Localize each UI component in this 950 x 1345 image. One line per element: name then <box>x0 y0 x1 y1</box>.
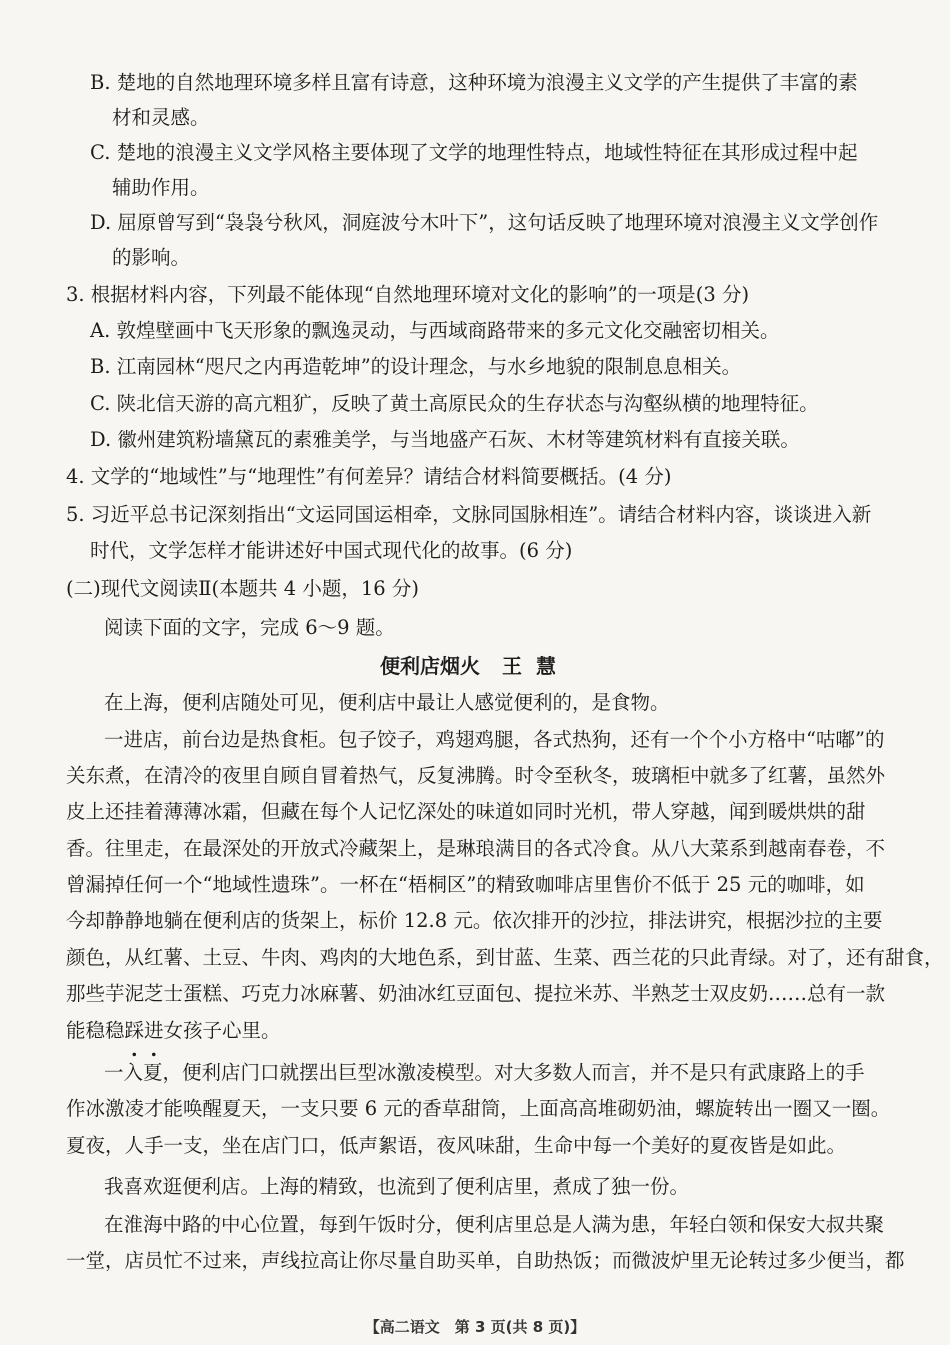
paragraph-2-line: 香。往里走，在最深处的开放式冷藏架上，是琳琅满目的各式冷食。从八大菜系到越南春卷，不 <box>66 837 886 860</box>
article-title-text: 便利店烟火 <box>380 654 480 678</box>
paragraph-3-line: 作冰激凌才能唤醒夏天，一支只要 6 元的香草甜筒，上面高高堆砌奶油，螺旋转出一圈又一圈。 <box>66 1097 891 1120</box>
paragraph-2-last-line <box>66 1016 281 1046</box>
reading-instruction: 阅读下面的文字，完成 6～9 题。 <box>104 616 395 639</box>
q5-line2: 时代，文学怎样才能讲述好中国式现代化的故事。(6 分) <box>90 539 573 562</box>
paragraph-2-line: 颜色，从红薯、土豆、牛肉、鸡肉的大地色系，到甘蓝、生菜、西兰花的只此青绿。对了，还有甜食， <box>66 946 944 969</box>
q2-option-c-line2: 辅助作用。 <box>112 176 210 199</box>
q2-option-b-line1: B. 楚地的自然地理环境多样且富有诗意，这种环境为浪漫主义文学的产生提供了丰富的素 <box>90 71 858 94</box>
q3-option-b: B. 江南园林“咫尺之内再造乾坤”的设计理念，与水乡地貌的限制息息相关。 <box>90 355 742 378</box>
emphasized-character: 进 <box>144 1019 164 1042</box>
paragraph-1: 在上海，便利店随处可见，便利店中最让人感觉便利的，是食物。 <box>104 691 670 714</box>
q2-option-d-line1: D. 屈原曾写到“袅袅兮秋风，洞庭波兮木叶下”，这句话反映了地理环境对浪漫主义文学创作 <box>90 211 879 234</box>
paragraph-2-line: 皮上还挂着薄薄冰霜，但藏在每个人记忆深处的味道如同时光机，带人穿越，闻到暖烘烘的甜 <box>66 800 866 823</box>
q3-option-a: A. 敦煌壁画中飞天形象的飘逸灵动，与西域商路带来的多元文化交融密切相关。 <box>90 319 780 342</box>
q4-text: 4. 文学的“地域性”与“地理性”有何差异？请结合材料简要概括。(4 分) <box>66 465 672 488</box>
section-heading: (二)现代文阅读Ⅱ(本题共 4 小题，16 分) <box>66 577 419 600</box>
paragraph-2-line: 曾漏掉任何一个“地域性遗珠”。一杯在“梧桐区”的精致咖啡店里售价不低于 25 元的咖啡，如 <box>66 873 865 896</box>
paragraph-3-line: 一入夏，便利店门口就摆出巨型冰激凌模型。对大多数人而言，并不是只有武康路上的手 <box>104 1061 865 1084</box>
paragraph-5-line: 在淮海中路的中心位置，每到午饭时分，便利店里总是人满为患，年轻白领和保安大叔共聚 <box>104 1213 885 1236</box>
paragraph-3-line: 夏夜，人手一支，坐在店门口，低声絮语，夜风味甜，生命中每一个美好的夏夜皆是如此。 <box>66 1134 847 1157</box>
q2-option-c-line1: C. 楚地的浪漫主义文学风格主要体现了文学的地理性特点，地域性特征在其形成过程中起 <box>90 141 858 164</box>
text-segment: 女孩子心里。 <box>163 1019 281 1042</box>
q3-option-c: C. 陕北信天游的高亢粗犷，反映了黄土高原民众的生存状态与沟壑纵横的地理特征。 <box>90 392 819 415</box>
article-title <box>0 651 950 681</box>
text-segment: 能稳稳 <box>66 1019 125 1042</box>
paragraph-2-line: 一进店，前台边是热食柜。包子饺子，鸡翅鸡腿，各式热狗，还有一个个小方格中“咕嘟”的 <box>104 728 885 751</box>
q2-option-d-line2: 的影响。 <box>112 246 191 269</box>
paragraph-4: 我喜欢逛便利店。上海的精致，也流到了便利店里，煮成了独一份。 <box>104 1175 690 1198</box>
paragraph-2-line: 关东煮，在清冷的夜里自顾自冒着热气，反复沸腾。时令至秋冬，玻璃柜中就多了红薯，虽然外 <box>66 764 886 787</box>
article-author: 王慧 <box>502 654 570 678</box>
q3-option-d: D. 徽州建筑粉墙黛瓦的素雅美学，与当地盛产石灰、木材等建筑材料有直接关联。 <box>90 428 800 451</box>
q3-stem: 3. 根据材料内容，下列最不能体现“自然地理环境对文化的影响”的一项是(3 分) <box>66 283 750 306</box>
paragraph-2-line: 那些芋泥芝士蛋糕、巧克力冰麻薯、奶油冰红豆面包、提拉米苏、半熟芝士双皮奶……总有一款 <box>66 982 886 1005</box>
page-footer: 【高二语文 第 3 页(共 8 页)】 <box>364 1318 586 1336</box>
paragraph-2-line: 今却静静地躺在便利店的货架上，标价 12.8 元。依次排开的沙拉，排法讲究，根据沙拉的主要 <box>66 909 883 932</box>
paragraph-5-line: 一堂，店员忙不过来，声线拉高让你尽量自助买单，自助热饭；而微波炉里无论转过多少便当，都 <box>66 1249 905 1272</box>
emphasized-character: 踩 <box>124 1019 145 1042</box>
q5-line1: 5. 习近平总书记深刻指出“文运同国运相牵，文脉同国脉相连”。请结合材料内容，谈谈进入新 <box>66 503 872 526</box>
q2-option-b-line2: 材和灵感。 <box>112 106 210 129</box>
